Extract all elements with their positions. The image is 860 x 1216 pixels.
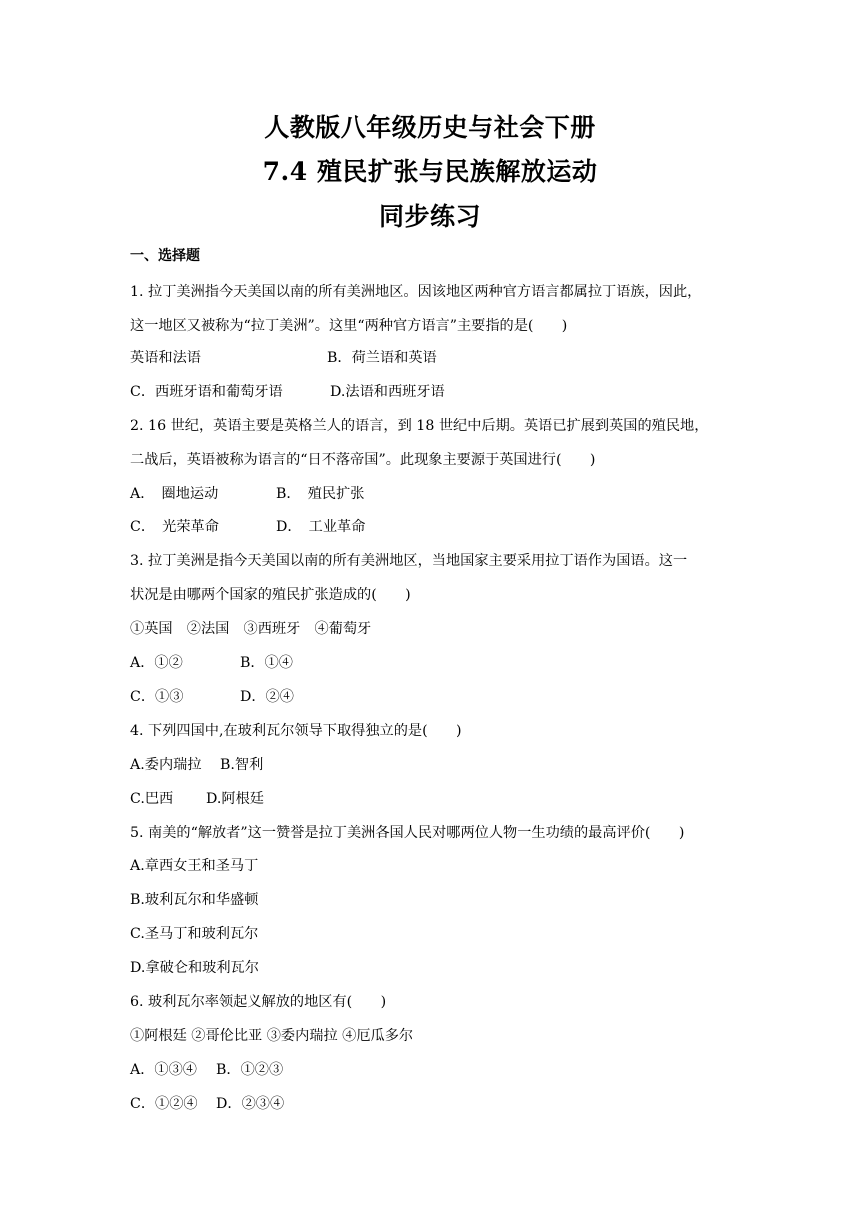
- question-5-option-d: D.拿破仑和玻利瓦尔: [130, 960, 259, 976]
- question-2-text: 二战后，英语被称为语言的“日不落帝国”。此现象主要源于英国进行( ): [130, 452, 596, 468]
- question-3-text: 状况是由哪两个国家的殖民扩张造成的( ): [130, 587, 411, 603]
- question-2-option-a: A． 圈地运动: [130, 486, 219, 502]
- question-4-option-c: C.巴西: [130, 791, 174, 807]
- question-2-option-d: D． 工业革命: [276, 519, 366, 535]
- question-1-text: 1. 拉丁美洲指今天美国以南的所有美洲地区。因该地区两种官方语言都属拉丁语族，因此，: [130, 284, 702, 300]
- lesson-title: 7.4 殖民扩张与民族解放运动: [262, 157, 598, 186]
- question-6-option-d: D．②③④: [216, 1096, 285, 1112]
- question-4-option-b: B.智利: [220, 757, 264, 773]
- question-5-option-b: B.玻利瓦尔和华盛顿: [130, 892, 259, 908]
- question-3-option-b: B．①④: [240, 655, 293, 671]
- question-3-option-a: A．①②: [130, 655, 183, 671]
- question-1-text: 这一地区又被称为“拉丁美洲”。这里“两种官方语言”主要指的是( ): [130, 318, 568, 334]
- question-5-text: 5. 南美的“解放者”这一赞誉是拉丁美洲各国人民对哪两位人物一生功绩的最高评价( ): [130, 825, 685, 841]
- question-5-option-c: C.圣马丁和玻利瓦尔: [130, 926, 259, 942]
- question-6-option-c: C．①②④: [130, 1096, 198, 1112]
- question-6-choices: ①阿根廷 ②哥伦比亚 ③委内瑞拉 ④厄瓜多尔: [130, 1028, 414, 1044]
- question-1-option-d: D.法语和西班牙语: [330, 384, 445, 400]
- question-1-option-a: 英语和法语: [130, 350, 201, 366]
- question-6-option-b: B．①②③: [216, 1062, 284, 1078]
- question-1-option-b: B．荷兰语和英语: [327, 350, 437, 366]
- question-1-option-c: C．西班牙语和葡萄牙语: [130, 384, 283, 400]
- question-4-option-d: D.阿根廷: [206, 791, 264, 807]
- question-3-option-c: C．①③: [130, 689, 184, 705]
- question-4-text: 4. 下列四国中,在玻利瓦尔领导下取得独立的是( ): [130, 723, 462, 739]
- question-6-text: 6. 玻利瓦尔率领起义解放的地区有( ): [130, 994, 387, 1010]
- question-2-option-b: B． 殖民扩张: [276, 486, 365, 502]
- exercise-title: 同步练习: [378, 202, 481, 231]
- question-3-text: 3. 拉丁美洲是指今天美国以南的所有美洲地区，当地国家主要采用拉丁语作为国语。这一: [130, 553, 688, 569]
- question-3-option-d: D．②④: [240, 689, 294, 705]
- question-6-option-a: A．①③④: [130, 1062, 197, 1078]
- question-2-text: 2. 16 世纪，英语主要是英格兰人的语言，到 18 世纪中后期。英语已扩展到英国的殖民地，: [130, 418, 709, 434]
- question-4-option-a: A.委内瑞拉: [130, 757, 202, 773]
- question-5-option-a: A.章西女王和圣马丁: [130, 858, 259, 874]
- question-2-option-c: C． 光荣革命: [130, 519, 219, 535]
- document-title: 人教版八年级历史与社会下册: [264, 113, 596, 142]
- section-heading: 一、选择题: [130, 248, 200, 264]
- question-3-choices: ①英国 ②法国 ③西班牙 ④葡萄牙: [130, 621, 372, 637]
